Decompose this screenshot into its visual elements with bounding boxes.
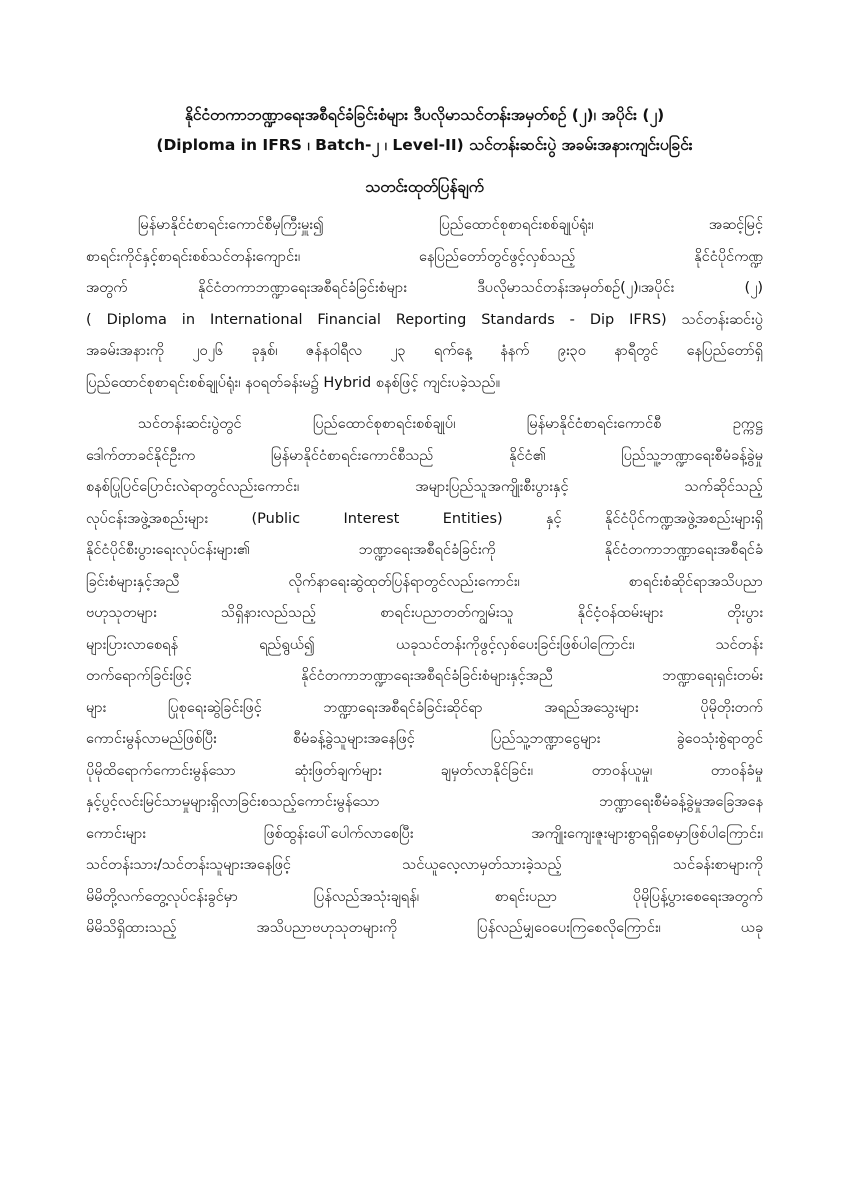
text-line: တက်ရောက်ခြင်းဖြင့် နိုင်ငံတကာဘဏ္ဍာရေးအစီရင်ခံခြင်းစံများနှင့်အညီ ဘဏ္ဍာရေးရှင်းတမ်း bbox=[86, 668, 763, 684]
text-line: နှင့်ပွင့်လင်းမြင်သာမှုများရှိလာခြင်းစသည့်ကောင်းမွန်သော ဘဏ္ဍာရေးစီမံခန့်ခွဲမှုအခြေအနေ bbox=[86, 794, 763, 810]
text-line: သင်တန်းသား/သင်တန်းသူများအနေဖြင့် သင်ယူလေ့လာမှတ်သားခဲ့သည့် သင်ခန်းစာများကို bbox=[86, 857, 763, 873]
text-line: မြန်မာနိုင်ငံစာရင်းကောင်စီမှကြီးမှူး၍ ပြည်ထောင်စုစာရင်းစစ်ချုပ်ရုံး၊ အဆင့်မြင့် bbox=[138, 217, 763, 233]
text-line: ဗဟုသုတများ သိရှိနားလည်သည့် စာရင်းပညာတတ်ကျွမ်းသူ နိုင်ငံ့ဝန်ထမ်းများ တိုးပွား bbox=[86, 605, 763, 621]
text-line: အတွက် နိုင်ငံတကာဘဏ္ဍာရေးအစီရင်ခံခြင်းစံများ ဒီပလိုမာသင်တန်းအမှတ်စဉ်(၂)၊အပိုင်း (၂) bbox=[86, 280, 763, 296]
text-line: ပြည်ထောင်စုစာရင်းစစ်ချုပ်ရုံး၊ နဝရတ်ခန်းမ၌ Hybrid စနစ်ဖြင့် ကျင်းပခဲ့သည်။ bbox=[86, 374, 501, 391]
text-line: လုပ်ငန်းအဖွဲ့အစည်းများ (Public Interest Entities) နှင့် နိုင်ငံပိုင်ကဏ္ဍအဖွဲ့အစည်းများရှိ bbox=[86, 510, 763, 527]
text-line: နိုင်ငံပိုင်စီးပွားရေးလုပ်ငန်းများ၏ ဘဏ္ဍာရေးအစီရင်ခံခြင်းကို နိုင်ငံတကာဘဏ္ဍာရေးအစီရင်ခံ bbox=[86, 542, 763, 558]
document-title bbox=[86, 100, 763, 160]
text-line: ကောင်းများ ဖြစ်ထွန်းပေါ်ပေါက်လာစေပြီး အကျိုးကျေးဇူးများစွာရရှိစေမှာဖြစ်ပါကြောင်း၊ bbox=[86, 825, 763, 842]
press-release-heading: သတင်းထုတ်ပြန်ချက် bbox=[365, 178, 484, 196]
title-line-2: (Diploma in IFRS ၊ Batch-၂ ၊ Level-II) သင်တန်းဆင်းပွဲ အခမ်းအနားကျင်းပခြင်း bbox=[156, 136, 693, 154]
text-line: ပိုမိုထိရောက်ကောင်းမွန်သော ဆုံးဖြတ်ချက်များ ချမှတ်လာနိုင်ခြင်း၊ တာဝန်ယူမှု၊ တာဝန်ခံမှု bbox=[86, 762, 763, 779]
text-line: စာရင်းကိုင်နှင့်စာရင်းစစ်သင်တန်းကျောင်း၊ နေပြည်တော်တွင်ဖွင့်လှစ်သည့် နိုင်ငံပိုင်ကဏ္ဍ bbox=[86, 248, 763, 265]
text-line: သင်တန်းဆင်းပွဲတွင် ပြည်ထောင်စုစာရင်းစစ်ချုပ်၊ မြန်မာနိုင်ငံစာရင်းကောင်စီ ဥက္ကဋ္ဌ bbox=[138, 416, 763, 432]
text-line: များပြားလာစေရန် ရည်ရွယ်၍ ယခုသင်တန်းကိုဖွင့်လှစ်ပေးခြင်းဖြစ်ပါကြောင်း၊ သင်တန်း bbox=[86, 636, 763, 653]
text-line: စနစ်ပြုပြင်ပြောင်းလဲရာတွင်လည်းကောင်း၊ အများပြည်သူအကျိုးစီးပွားနှင့် သက်ဆိုင်သည့် bbox=[86, 479, 763, 495]
text-line: အခမ်းအနားကို ၂၀၂၆ ခုနှစ်၊ ဇန်နဝါရီလ ၂၃ ရက်နေ့ နံနက် ၉း၃၀ နာရီတွင် နေပြည်တော်ရှိ bbox=[86, 343, 763, 359]
text-line: ခြင်းစံများနှင့်အညီ လိုက်နာရေးဆွဲထုတ်ပြန်ရာတွင်လည်းကောင်း၊ စာရင်းစံဆိုင်ရာအသိပညာ bbox=[86, 573, 763, 590]
text-line: ( Diploma in International Financial Reporting Standards - Dip IFRS) သင်တန်းဆင်းပွဲ bbox=[86, 311, 763, 328]
paragraph-1 bbox=[86, 210, 763, 399]
paragraph-2 bbox=[86, 409, 763, 945]
text-line: မိမိသိရှိထားသည့် အသိပညာဗဟုသုတများကို ပြန်လည်မျှဝေပေးကြစေလိုကြောင်း၊ ယခု bbox=[86, 920, 763, 936]
text-line: ဒေါက်တာခင်နိုင်ဦးက မြန်မာနိုင်ငံစာရင်းကောင်စီသည် နိုင်ငံ၏ ပြည်သူ့ဘဏ္ဍာရေးစီမံခန့်ခွဲမှု bbox=[86, 447, 763, 464]
text-line: ကောင်းမွန်လာမည်ဖြစ်ပြီး စီမံခန့်ခွဲသူများအနေဖြင့် ပြည်သူ့ဘဏ္ဍာငွေများ ခွဲဝေသုံးစွဲရာတွင် bbox=[86, 731, 763, 747]
text-line: များ ပြုစုရေးဆွဲခြင်းဖြင့် ဘဏ္ဍာရေးအစီရင်ခံခြင်းဆိုင်ရာ အရည်အသွေးများ ပိုမိုတိုးတက် bbox=[86, 699, 763, 716]
title-line-1: နိုင်ငံတကာဘဏ္ဍာရေးအစီရင်ခံခြင်းစံများ ဒီပလိုမာသင်တန်းအမှတ်စဉ် (၂)၊ အပိုင်း (၂) bbox=[184, 106, 665, 124]
text-line: မိမိတို့လက်တွေ့လုပ်ငန်းခွင်မှာ ပြန်လည်အသုံးချရန်၊ စာရင်းပညာ ပိုမိုပြန့်ပွားစေရေးအတွက် bbox=[86, 888, 763, 905]
